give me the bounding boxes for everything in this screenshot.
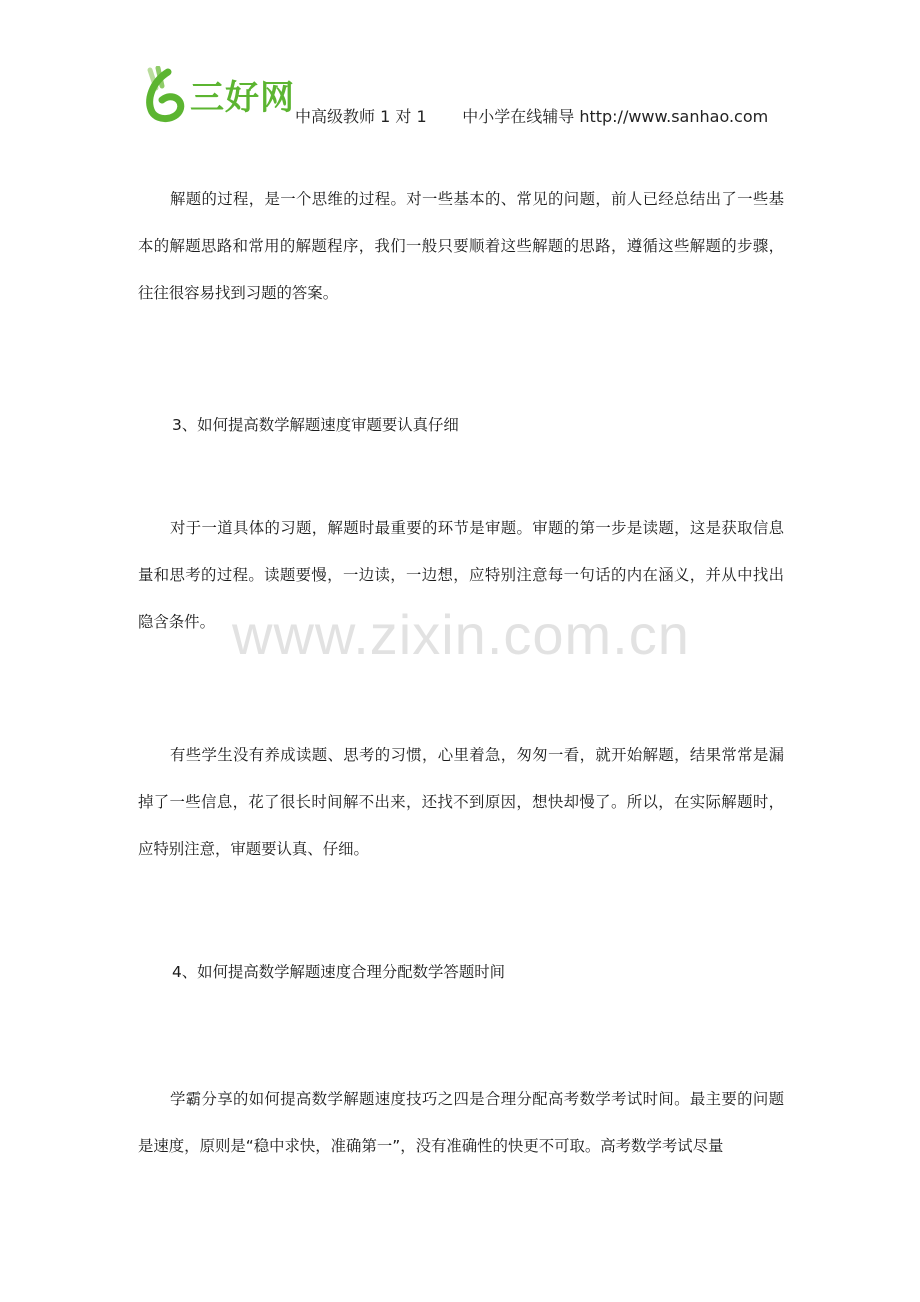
section-heading-4: 4、如何提高数学解题速度合理分配数学答题时间 xyxy=(172,963,505,981)
sanhao-logo-icon xyxy=(142,66,186,126)
paragraph-solving-process: 解题的过程，是一个思维的过程。对一些基本的、常见的问题，前人已经总结出了一些基本的解题思路和常用的解题程序，我们一般只要顺着这些解题的思路，遵循这些解题的步骤，往往很容易找到习题的答案。 xyxy=(138,190,784,302)
site-watermark: www.zixin.com.cn xyxy=(232,603,690,666)
tagline-site: 中小学在线辅导 http://www.sanhao.com xyxy=(462,107,769,126)
logo-wordmark: 三好网 xyxy=(190,78,295,118)
page-header xyxy=(0,0,920,140)
paragraph-reading-habits: 有些学生没有养成读题、思考的习惯，心里着急，匆匆一看，就开始解题，结果常常是漏掉了一些信息，花了很长时间解不出来，还找不到原因，想快却慢了。所以，在实际解题时，应特别注意，审题要认真、仔细。 xyxy=(138,746,784,858)
paragraph-time-allocation: 学霸分享的如何提高数学解题速度技巧之四是合理分配高考数学考试时间。最主要的问题是速度，原则是“稳中求快，准确第一”，没有准确性的快更不可取。高考数学考试尽量 xyxy=(138,1090,784,1155)
paragraph-read-carefully: 对于一道具体的习题，解题时最重要的环节是审题。审题的第一步是读题，这是获取信息量和思考的过程。读题要慢，一边读，一边想，应特别注意每一句话的内在涵义，并从中找出隐含条件。 xyxy=(138,519,784,631)
header-tagline xyxy=(295,106,768,128)
section-heading-3: 3、如何提高数学解题速度审题要认真仔细 xyxy=(172,416,459,434)
tagline-teacher: 中高级教师 1 对 1 xyxy=(295,107,427,126)
